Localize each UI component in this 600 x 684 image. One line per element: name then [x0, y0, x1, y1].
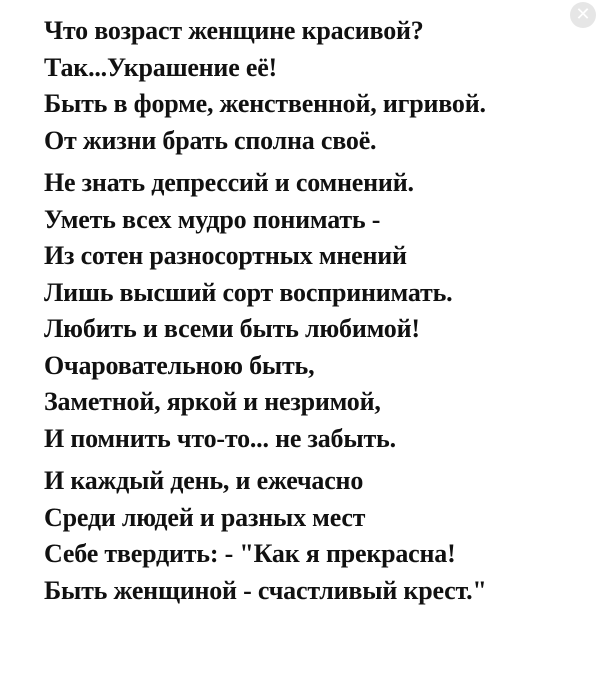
poem-line: Что возраст женщине красивой? — [44, 16, 424, 45]
poem-line: Очаровательною быть, — [44, 350, 315, 380]
poem-line: Так...Украшение её! — [44, 52, 277, 82]
poem-line: Заметной, яркой и незримой, — [44, 387, 381, 416]
poem — [44, 13, 594, 609]
poem-line: Любить и всеми быть любимой! — [44, 314, 420, 343]
poem-line: Быть женщиной - счастливый крест." — [44, 575, 487, 605]
poem-line: Уметь всех мудро понимать - — [44, 204, 381, 234]
poem-line: Лишь высший сорт воспринимать. — [44, 277, 453, 307]
poem-line: Среди людей и разных мест — [44, 502, 366, 532]
stanza-3 — [44, 463, 594, 609]
stanza-1 — [44, 13, 594, 159]
poem-line: Из сотен разносортных мнений — [44, 241, 407, 270]
poem-line: И помнить что-то... не забыть. — [44, 423, 396, 453]
poem-line: Быть в форме, женственной, игривой. — [44, 89, 486, 118]
stanza-2 — [44, 165, 594, 457]
poem-line: Себе твердить: - "Как я прекрасна! — [44, 539, 456, 568]
poem-line: И каждый день, и ежечасно — [44, 466, 364, 495]
poem-line: Не знать депрессий и сомнений. — [44, 168, 414, 197]
poem-line: От жизни брать сполна своё. — [44, 125, 377, 155]
close-icon[interactable]: ✕ — [570, 2, 596, 28]
